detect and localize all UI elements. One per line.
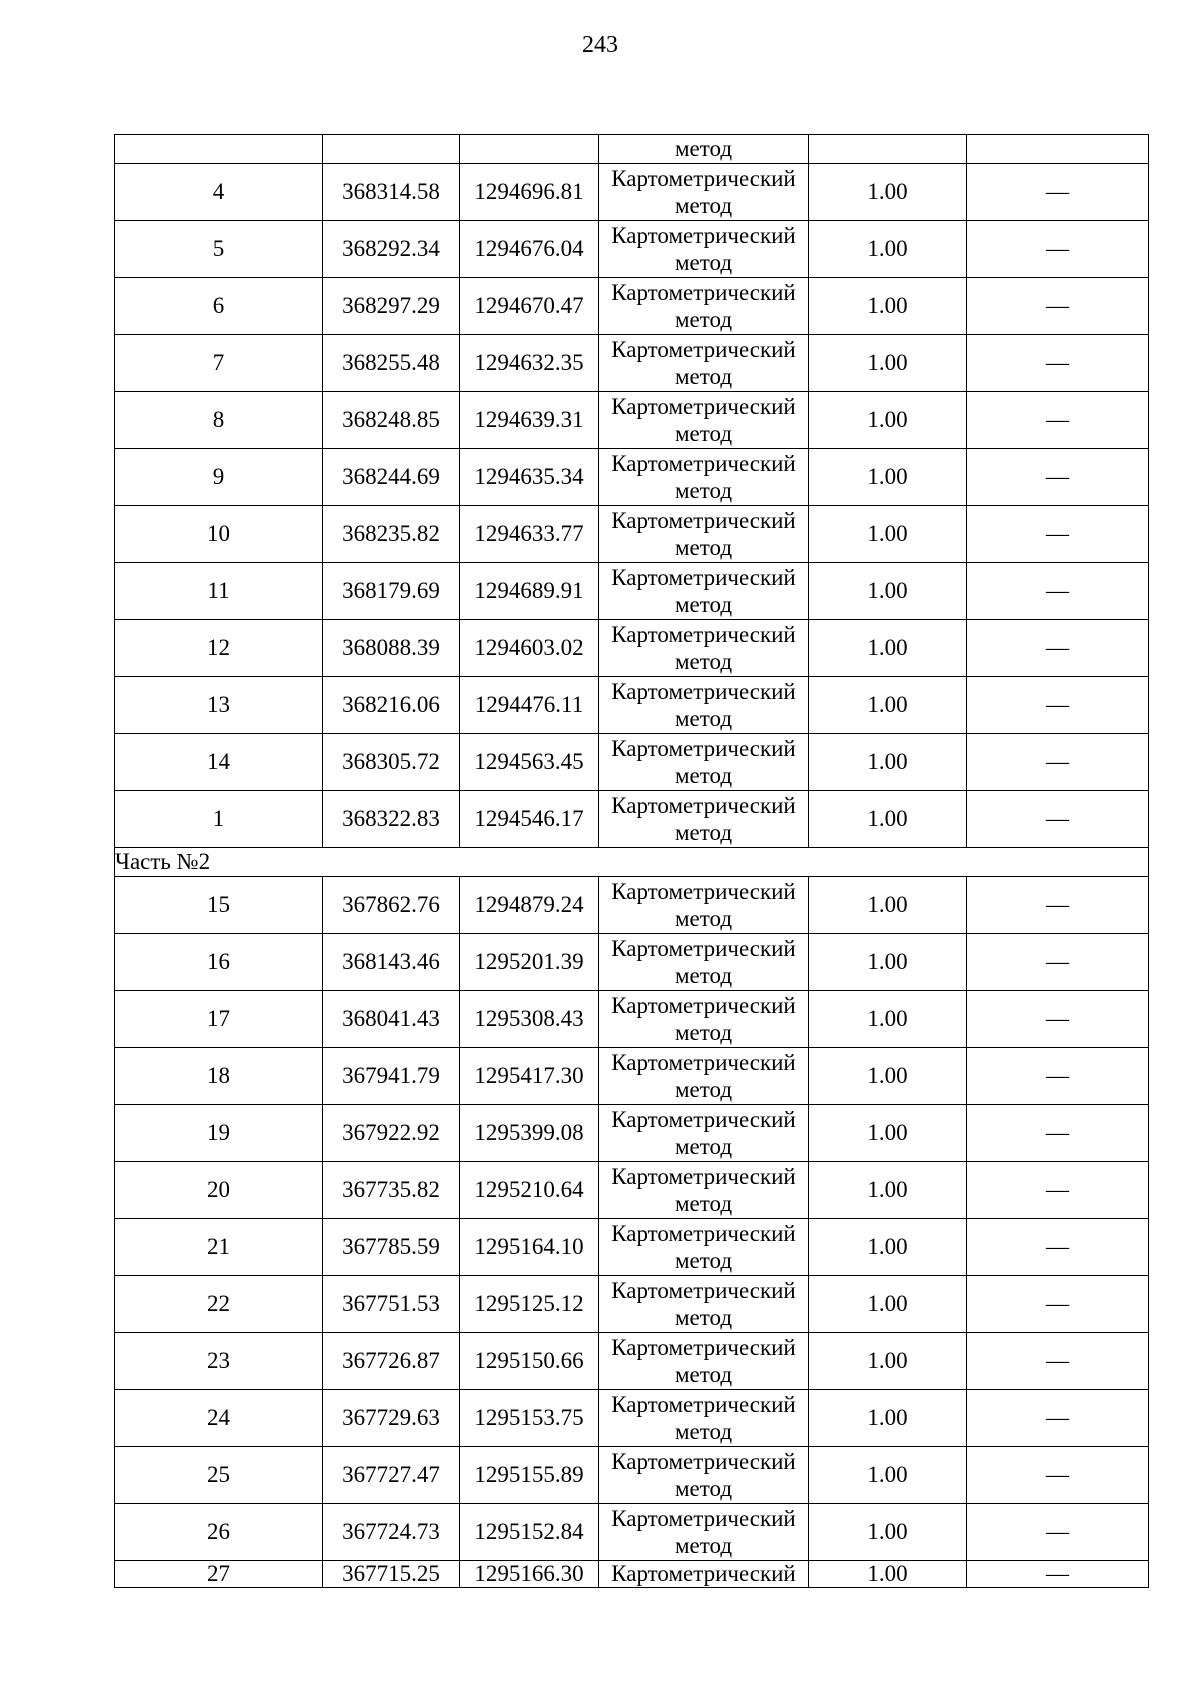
description-cell: —: [967, 1333, 1149, 1390]
description-cell: —: [967, 164, 1149, 221]
method-line-2: метод: [674, 307, 733, 332]
description-cell: —: [967, 1105, 1149, 1162]
x-coordinate-cell: 368244.69: [323, 449, 460, 506]
accuracy-cell: 1.00: [809, 449, 967, 506]
part-label: Часть №2: [115, 848, 1149, 877]
y-coordinate-cell: 1295152.84: [460, 1504, 599, 1561]
method-line-2: метод: [674, 963, 733, 988]
y-coordinate-cell: 1295166.30: [460, 1561, 599, 1588]
method-line-1: Картометрический: [611, 565, 796, 590]
method-line-1: Картометрический: [611, 1335, 796, 1360]
point-number-cell: 14: [115, 734, 323, 791]
method-cell: [599, 278, 809, 335]
method-line-2: метод: [674, 193, 733, 218]
method-cell: [599, 563, 809, 620]
method-cell: [599, 335, 809, 392]
y-coordinate-cell: 1295417.30: [460, 1048, 599, 1105]
accuracy-cell: 1.00: [809, 991, 967, 1048]
method-line-1: Картометрический: [611, 1221, 796, 1246]
method-line-1: Картометрический: [611, 679, 796, 704]
table-row: [115, 877, 1149, 934]
point-number-cell: 10: [115, 506, 323, 563]
x-coordinate-cell: 367922.92: [323, 1105, 460, 1162]
method-line-1: Картометрический: [611, 622, 796, 647]
accuracy-cell: 1.00: [809, 734, 967, 791]
continuation-row: [115, 135, 1149, 164]
method-line-2: метод: [674, 535, 733, 560]
method-line-1: Картометрический: [611, 1561, 796, 1586]
accuracy-cell: 1.00: [809, 877, 967, 934]
point-number-cell: 22: [115, 1276, 323, 1333]
table-row: [115, 1105, 1149, 1162]
y-coordinate-cell: 1294879.24: [460, 877, 599, 934]
method-cell: [599, 934, 809, 991]
table-row: [115, 677, 1149, 734]
y-coordinate-cell: 1294635.34: [460, 449, 599, 506]
method-line-2: метод: [674, 364, 733, 389]
y-coordinate-cell: 1295308.43: [460, 991, 599, 1048]
x-coordinate-cell: 368216.06: [323, 677, 460, 734]
x-coordinate-cell: 367729.63: [323, 1390, 460, 1447]
method-line-1: Картометрический: [611, 736, 796, 761]
x-coordinate-cell: 368314.58: [323, 164, 460, 221]
description-cell: —: [967, 877, 1149, 934]
x-coordinate-cell: [323, 135, 460, 164]
x-coordinate-cell: 368255.48: [323, 335, 460, 392]
part-header-row: [115, 848, 1149, 877]
accuracy-cell: 1.00: [809, 392, 967, 449]
method-line-2: метод: [674, 421, 733, 446]
method-line-1: Картометрический: [611, 1050, 796, 1075]
method-line-1: Картометрический: [611, 394, 796, 419]
method-line-1: Картометрический: [611, 166, 796, 191]
x-coordinate-cell: 368179.69: [323, 563, 460, 620]
method-line-1: Картометрический: [611, 223, 796, 248]
method-line-2: метод: [674, 1533, 733, 1558]
accuracy-cell: 1.00: [809, 506, 967, 563]
point-number-cell: 24: [115, 1390, 323, 1447]
y-coordinate-cell: 1294689.91: [460, 563, 599, 620]
accuracy-cell: 1.00: [809, 1561, 967, 1588]
point-number-cell: [115, 135, 323, 164]
table-row: [115, 221, 1149, 278]
description-cell: —: [967, 1276, 1149, 1333]
table-row: [115, 734, 1149, 791]
table-row: [115, 934, 1149, 991]
accuracy-cell: 1.00: [809, 677, 967, 734]
accuracy-cell: 1.00: [809, 1390, 967, 1447]
table-row: [115, 791, 1149, 848]
method-line-1: Картометрический: [611, 1392, 796, 1417]
method-line-2: метод: [674, 820, 733, 845]
method-line-2: метод: [674, 1476, 733, 1501]
x-coordinate-cell: 367941.79: [323, 1048, 460, 1105]
method-line-2: метод: [674, 906, 733, 931]
x-coordinate-cell: 367726.87: [323, 1333, 460, 1390]
x-coordinate-cell: 367862.76: [323, 877, 460, 934]
description-cell: —: [967, 1504, 1149, 1561]
point-number-cell: 17: [115, 991, 323, 1048]
y-coordinate-cell: 1295150.66: [460, 1333, 599, 1390]
x-coordinate-cell: 368248.85: [323, 392, 460, 449]
x-coordinate-cell: 367735.82: [323, 1162, 460, 1219]
x-coordinate-cell: 368322.83: [323, 791, 460, 848]
method-cell: [599, 506, 809, 563]
method-cell: [599, 877, 809, 934]
table-row: [115, 164, 1149, 221]
table-row: [115, 563, 1149, 620]
y-coordinate-cell: 1295153.75: [460, 1390, 599, 1447]
y-coordinate-cell: 1295125.12: [460, 1276, 599, 1333]
method-line-2: метод: [674, 1020, 733, 1045]
table-row: [115, 278, 1149, 335]
table-row: [115, 1504, 1149, 1561]
y-coordinate-cell: 1295201.39: [460, 934, 599, 991]
point-number-cell: 26: [115, 1504, 323, 1561]
accuracy-cell: 1.00: [809, 1162, 967, 1219]
description-cell: —: [967, 278, 1149, 335]
method-line-1: Картометрический: [611, 1278, 796, 1303]
point-number-cell: 19: [115, 1105, 323, 1162]
x-coordinate-cell: 367727.47: [323, 1447, 460, 1504]
method-line-2: метод: [674, 763, 733, 788]
method-line-1: Картометрический: [611, 793, 796, 818]
x-coordinate-cell: 368088.39: [323, 620, 460, 677]
description-cell: —: [967, 934, 1149, 991]
table-row: [115, 1390, 1149, 1447]
point-number-cell: 18: [115, 1048, 323, 1105]
method-cell: [599, 791, 809, 848]
table-row: [115, 1048, 1149, 1105]
table-row: [115, 506, 1149, 563]
x-coordinate-cell: 368305.72: [323, 734, 460, 791]
method-cell: [599, 620, 809, 677]
accuracy-cell: 1.00: [809, 563, 967, 620]
x-coordinate-cell: 367715.25: [323, 1561, 460, 1588]
method-cell: [599, 1447, 809, 1504]
y-coordinate-cell: 1295210.64: [460, 1162, 599, 1219]
y-coordinate-cell: [460, 135, 599, 164]
method-cell: [599, 392, 809, 449]
table-row: [115, 1561, 1149, 1588]
point-number-cell: 1: [115, 791, 323, 848]
point-number-cell: 20: [115, 1162, 323, 1219]
x-coordinate-cell: 367751.53: [323, 1276, 460, 1333]
y-coordinate-cell: 1294603.02: [460, 620, 599, 677]
description-cell: —: [967, 1390, 1149, 1447]
point-number-cell: 25: [115, 1447, 323, 1504]
method-cell: [599, 221, 809, 278]
description-cell: —: [967, 1162, 1149, 1219]
method-cell: [599, 1390, 809, 1447]
accuracy-cell: 1.00: [809, 1333, 967, 1390]
table-row: [115, 1276, 1149, 1333]
method-line-1: Картометрический: [611, 280, 796, 305]
description-cell: —: [967, 734, 1149, 791]
description-cell: —: [967, 335, 1149, 392]
method-cell: [599, 734, 809, 791]
method-cell: [599, 1561, 809, 1588]
description-cell: —: [967, 991, 1149, 1048]
method-line-1: Картометрический: [611, 1449, 796, 1474]
x-coordinate-cell: 368041.43: [323, 991, 460, 1048]
method-line-1: Картометрический: [611, 1164, 796, 1189]
description-cell: [967, 135, 1149, 164]
accuracy-cell: 1.00: [809, 278, 967, 335]
coordinates-table-body: [115, 135, 1149, 1588]
method-line-1: Картометрический: [611, 879, 796, 904]
y-coordinate-cell: 1294639.31: [460, 392, 599, 449]
point-number-cell: 23: [115, 1333, 323, 1390]
method-cell: [599, 677, 809, 734]
method-line-1: Картометрический: [611, 993, 796, 1018]
method-cell: [599, 1162, 809, 1219]
method-cell: [599, 449, 809, 506]
description-cell: —: [967, 506, 1149, 563]
y-coordinate-cell: 1294546.17: [460, 791, 599, 848]
method-line-2: метод: [674, 478, 733, 503]
x-coordinate-cell: 368292.34: [323, 221, 460, 278]
accuracy-cell: 1.00: [809, 1105, 967, 1162]
method-cell: [599, 164, 809, 221]
table-row: [115, 449, 1149, 506]
description-cell: —: [967, 449, 1149, 506]
method-line-1: Картометрический: [611, 1506, 796, 1531]
y-coordinate-cell: 1294696.81: [460, 164, 599, 221]
method-line-2: метод: [674, 706, 733, 731]
point-number-cell: 11: [115, 563, 323, 620]
y-coordinate-cell: 1294476.11: [460, 677, 599, 734]
description-cell: —: [967, 1561, 1149, 1588]
method-line-1: Картометрический: [611, 508, 796, 533]
y-coordinate-cell: 1294633.77: [460, 506, 599, 563]
x-coordinate-cell: 368235.82: [323, 506, 460, 563]
method-cell: [599, 1333, 809, 1390]
description-cell: —: [967, 563, 1149, 620]
description-cell: —: [967, 221, 1149, 278]
page-number: 243: [582, 32, 618, 58]
point-number-cell: 21: [115, 1219, 323, 1276]
method-line-2: метод: [674, 1134, 733, 1159]
method-line-2: метод: [674, 649, 733, 674]
point-number-cell: 16: [115, 934, 323, 991]
description-cell: —: [967, 1447, 1149, 1504]
table-row: [115, 1333, 1149, 1390]
accuracy-cell: 1.00: [809, 221, 967, 278]
accuracy-cell: 1.00: [809, 1447, 967, 1504]
y-coordinate-cell: 1294676.04: [460, 221, 599, 278]
method-line-2: метод: [674, 1191, 733, 1216]
point-number-cell: 8: [115, 392, 323, 449]
method-line-2: метод: [674, 1362, 733, 1387]
method-line-1: Картометрический: [611, 1107, 796, 1132]
point-number-cell: 15: [115, 877, 323, 934]
accuracy-cell: 1.00: [809, 1504, 967, 1561]
method-line-1: Картометрический: [611, 337, 796, 362]
description-cell: —: [967, 392, 1149, 449]
method-line-2: метод: [674, 1248, 733, 1273]
x-coordinate-cell: 368297.29: [323, 278, 460, 335]
table-row: [115, 620, 1149, 677]
y-coordinate-cell: 1294632.35: [460, 335, 599, 392]
y-coordinate-cell: 1294563.45: [460, 734, 599, 791]
point-number-cell: 4: [115, 164, 323, 221]
point-number-cell: 9: [115, 449, 323, 506]
table-row: [115, 1219, 1149, 1276]
y-coordinate-cell: 1294670.47: [460, 278, 599, 335]
accuracy-cell: 1.00: [809, 335, 967, 392]
point-number-cell: 6: [115, 278, 323, 335]
point-number-cell: 13: [115, 677, 323, 734]
accuracy-cell: 1.00: [809, 1219, 967, 1276]
description-cell: —: [967, 677, 1149, 734]
point-number-cell: 12: [115, 620, 323, 677]
method-cell: [599, 991, 809, 1048]
method-line-2: метод: [674, 1077, 733, 1102]
description-cell: —: [967, 1219, 1149, 1276]
description-cell: —: [967, 791, 1149, 848]
accuracy-cell: 1.00: [809, 934, 967, 991]
accuracy-cell: 1.00: [809, 1276, 967, 1333]
method-cell: [599, 1048, 809, 1105]
table-row: [115, 1162, 1149, 1219]
method-cell: [599, 1105, 809, 1162]
method-cell: [599, 1219, 809, 1276]
method-cell: [599, 1276, 809, 1333]
method-line-2: метод: [674, 250, 733, 275]
point-number-cell: 7: [115, 335, 323, 392]
x-coordinate-cell: 367785.59: [323, 1219, 460, 1276]
table-row: [115, 335, 1149, 392]
description-cell: —: [967, 620, 1149, 677]
x-coordinate-cell: 367724.73: [323, 1504, 460, 1561]
method-line-2: метод: [674, 1419, 733, 1444]
y-coordinate-cell: 1295164.10: [460, 1219, 599, 1276]
method-line-1: Картометрический: [611, 451, 796, 476]
method-cell: [599, 1504, 809, 1561]
coordinates-table: [114, 134, 1149, 1588]
table-row: [115, 991, 1149, 1048]
method-line-2: метод: [674, 592, 733, 617]
method-cell: метод: [599, 135, 809, 164]
table-row: [115, 392, 1149, 449]
point-number-cell: 27: [115, 1561, 323, 1588]
accuracy-cell: [809, 135, 967, 164]
x-coordinate-cell: 368143.46: [323, 934, 460, 991]
y-coordinate-cell: 1295155.89: [460, 1447, 599, 1504]
method-line-2: метод: [674, 1305, 733, 1330]
point-number-cell: 5: [115, 221, 323, 278]
description-cell: —: [967, 1048, 1149, 1105]
y-coordinate-cell: 1295399.08: [460, 1105, 599, 1162]
table-row: [115, 1447, 1149, 1504]
accuracy-cell: 1.00: [809, 791, 967, 848]
method-line-1: Картометрический: [611, 936, 796, 961]
accuracy-cell: 1.00: [809, 620, 967, 677]
accuracy-cell: 1.00: [809, 1048, 967, 1105]
accuracy-cell: 1.00: [809, 164, 967, 221]
